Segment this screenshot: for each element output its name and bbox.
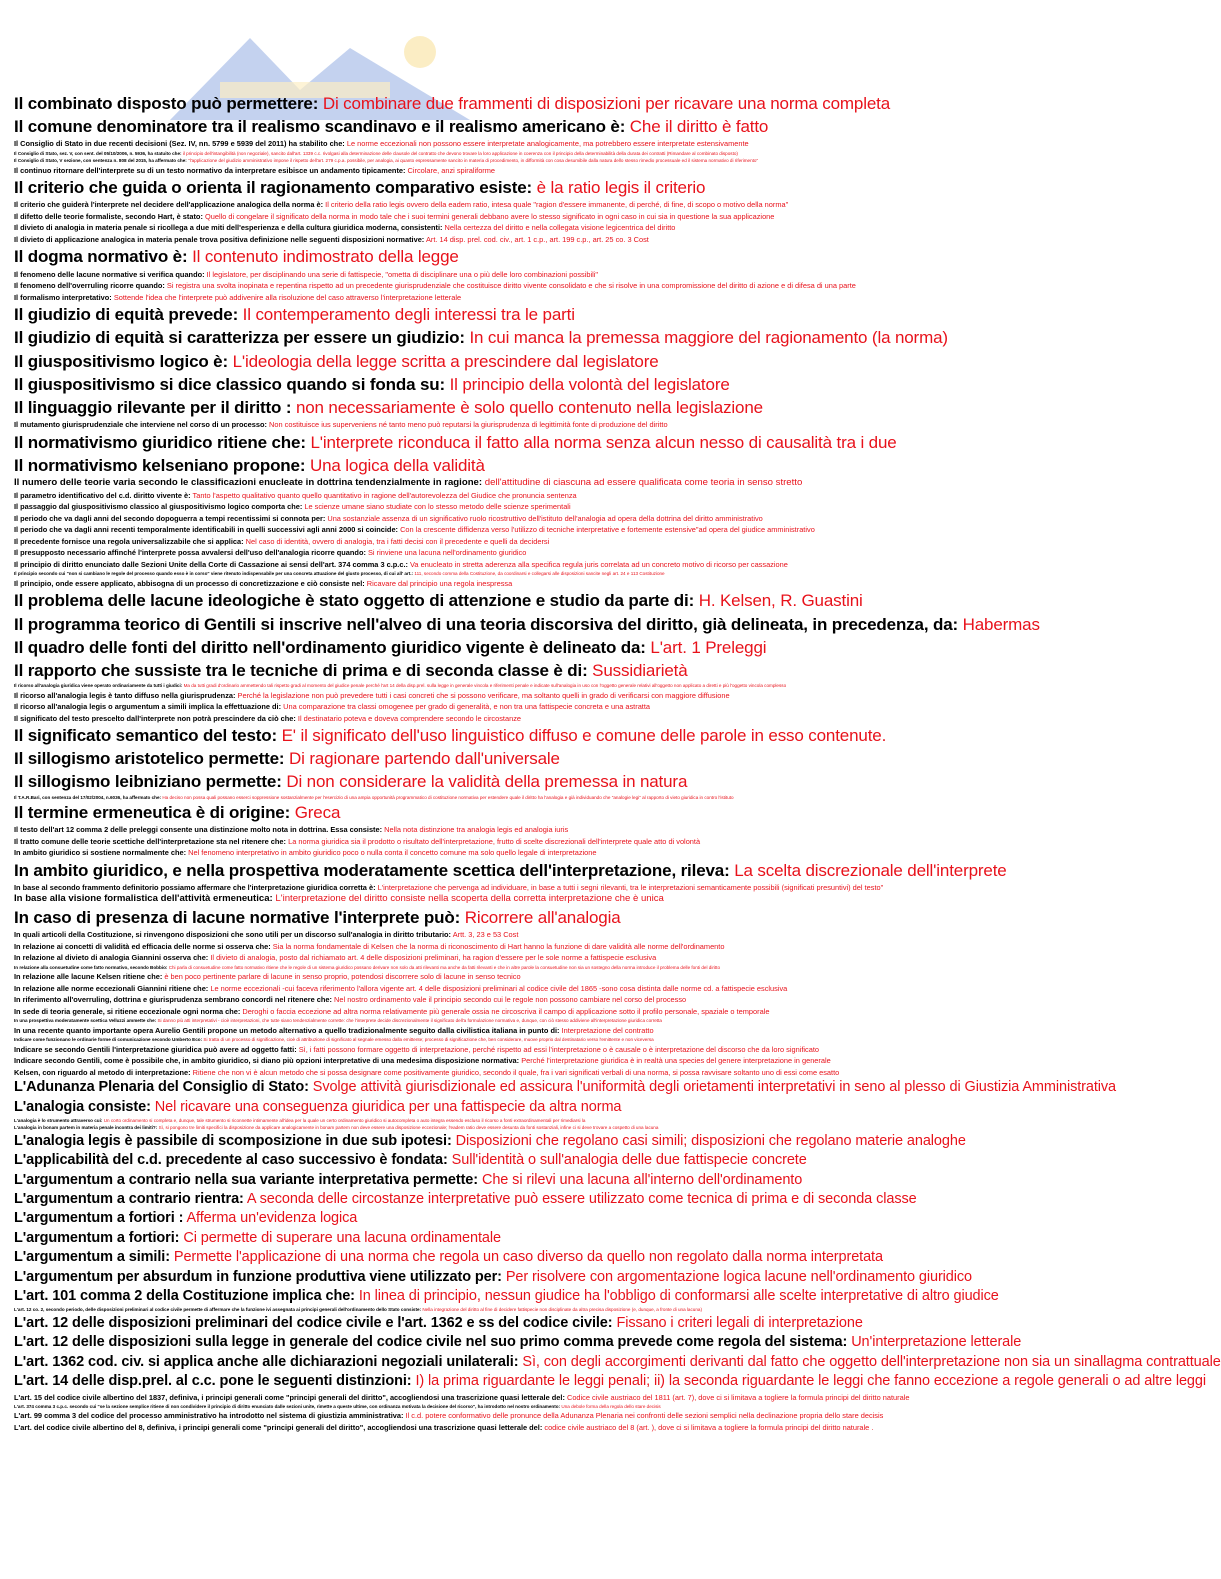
- question-answer-row: [14, 234, 1106, 246]
- answer-text: Non costituisce ius superveniens né tanto meno può reputarsi la giurisprudenza di legittimità fonte di produzione del diritto: [269, 420, 668, 430]
- answer-text: Sottende l'idea che l'interprete può addivenire alla risoluzione del caso attraverso l'interpretazione letterale: [113, 292, 462, 302]
- quiz-answer-list: [14, 92, 1221, 1433]
- question-text: L'argumentum a simili:: [14, 1249, 170, 1266]
- question-answer-row: [14, 1229, 1106, 1248]
- answer-text: Il criterio della ratio legis ovvero della eadem ratio, intesa quale "ragion d'essere immanente, di perché, di fine, di scopo o motivo della norma": [325, 200, 789, 210]
- question-text: In caso di presenza di lacune normative l'interprete può:: [14, 908, 461, 928]
- answer-text: Un'interpretazione letterale: [851, 1334, 1022, 1351]
- question-text: Il principio di diritto enunciato dalle Sezioni Unite della Corte di Cassazione ai sensi dell'art. 374 comma 3 c.p.c.:: [14, 559, 408, 569]
- question-text: Il passaggio dal giuspositivismo classico al giuspositivismo logico comporta che:: [14, 502, 303, 512]
- answer-text: Sì, con degli accorgimenti derivanti dal fatto che oggetto dell'interpretazione non sia un sinallagma contrattuale: [522, 1353, 1221, 1370]
- question-answer-row: [14, 303, 1106, 326]
- answer-text: dell'attitudine di ciascuna ad essere qualificata come teoria in senso stretto: [484, 477, 803, 489]
- question-answer-row: [14, 578, 1106, 590]
- question-text: In quali articoli della Costituzione, si rinvengono disposizioni che sono utili per un discorso sull'analogia in diritto tributario:: [14, 930, 452, 940]
- question-text: Il testo dell'art 12 comma 2 delle preleggi consente una distinzione molto nota in dottrina. Essa consiste:: [14, 825, 383, 835]
- question-answer-row: [14, 690, 1106, 702]
- question-text: L'argumentum a fortiori:: [14, 1229, 180, 1246]
- question-text: Il problema delle lacune ideologiche è stato oggetto di attenzione e studio da parte di:: [14, 591, 695, 611]
- question-answer-row: [14, 559, 1106, 571]
- answer-text: A seconda delle circostanze interpretative può essere utilizzato come tecnica di prima e di seconda classe: [246, 1191, 917, 1208]
- answer-text: il principio dell'intangibilità (non negoziale), sancito dall'art. 1339 c.c. rivolgasi alla determinazione delle clausole del contratto che devono trovare la loro applicazione in coerenza con il principio della determinabilità della durata dei contratti (Rimandare al combinato disposto): [182, 150, 738, 156]
- answer-text: Nella nota distinzione tra analogia legis ed analogia iuris: [384, 825, 569, 835]
- question-text: Il presupposto necessario affinché l'interprete possa avvalersi dell'uso dell'analogia ricorre quando:: [14, 548, 366, 558]
- question-answer-row: [14, 701, 1106, 713]
- answer-text: Il destinatario poteva e doveva comprendere secondo le circostanze: [297, 713, 522, 723]
- question-text: In relazione al divieto di analogia Giannini osserva che:: [14, 953, 209, 963]
- answer-text: L'interpretazione del diritto consiste nella scoperta della corretta interpretazione che è unica: [275, 893, 664, 905]
- question-text: L'art. 99 comma 3 del codice del processo amministrativo ha introdotto nel sistema di giustizia amministrativa:: [14, 1411, 404, 1421]
- question-text: Il mutamento giurisprudenziale che interviene nel corso di un processo:: [14, 420, 267, 430]
- answer-text: Di combinare due frammenti di disposizioni per ricavare una norma completa: [322, 94, 891, 113]
- answer-text: 111, secondo comma della Costituzione, da coordinarsi e collegarsi alle disposizioni sancite negli art. 24 e 113 Costituzione: [414, 571, 665, 577]
- question-text: In relazione alle norme eccezionali Giannini ritiene che:: [14, 983, 209, 993]
- answer-text: Nel caso di identità, ovvero di analogia, tra i fatti decisi con il precedente e quelli da decidersi: [245, 536, 550, 546]
- question-answer-row: [14, 536, 1106, 548]
- question-text: Il termine ermeneutica è di origine:: [14, 803, 291, 823]
- answer-text: L'art. 1 Preleggi: [650, 637, 767, 657]
- question-answer-row: [14, 1124, 1106, 1131]
- question-text: Il formalismo interpretativo:: [14, 292, 112, 302]
- answer-text: Circolare, anzi spiraliforme: [407, 165, 496, 175]
- question-text: L'art. 101 comma 2 della Costituzione implica che:: [14, 1288, 355, 1305]
- question-answer-row: [14, 1306, 1106, 1313]
- answer-text: In cui manca la premessa maggiore del ragionamento (la norma): [469, 328, 948, 348]
- answer-text: "l'applicazione del giudizio amministrativo impone il rispetto dell'art. 279 c.p.a. possibile, per analogia, ai quanto espressamente sancito in materia di procedimento, in difformità con cosa desumibile dalla natura dello stesso rimedio processuale ed il sistema normativo di riferimento": [188, 158, 759, 164]
- answer-text: Un corto ordinamento si completa e, dunque, tale strumento si riconnette intimamente all'idea per la quale un certo ordinamento giuridico si autocompleta o auto integra essendo escluso il ricorso a fonti extraordinamentali per rimediarsi la: [103, 1118, 586, 1124]
- question-text: Il Consiglio di Stato in due recenti decisioni (Sez. IV, nn. 5799 e 5939 del 2011) ha stabilito che:: [14, 139, 345, 149]
- question-text: Il comune denominatore tra il realismo scandinavo e il realismo americano è:: [14, 117, 626, 137]
- question-answer-row: [14, 454, 1106, 477]
- question-text: Il tratto comune delle teorie scettiche dell'interpretazione sta nel ritenere che:: [14, 836, 287, 846]
- answer-text: Va enucleato in stretta aderenza alla specifica regula juris correlata ad un concreto motivo di ricorso per cassazione: [410, 559, 788, 569]
- question-answer-row: [14, 245, 1106, 268]
- answer-text: Ritiene che non vi è alcun metodo che si possa designare come positivamente giuridico, secondo il quale, fra i vari significati verbali di una norma, si possa ravvisare soltanto uno di essi come esatto: [192, 1067, 840, 1077]
- answer-text: Per risolvere con argomentazione logica lacune nell'ordinamento giuridico: [505, 1268, 972, 1285]
- answer-text: Fissano i criteri legali di interpretazione: [616, 1314, 863, 1331]
- question-answer-row: [14, 326, 1106, 349]
- question-text: In ambito giuridico si sostiene normalmente che:: [14, 848, 187, 858]
- answer-text: La scelta discrezionale dell'interprete: [734, 860, 1007, 880]
- question-answer-row: [14, 1422, 1106, 1434]
- question-answer-row: [14, 1410, 1106, 1422]
- answer-text: Tanto l'aspetto qualitativo quanto quello quantitativo in ragione dell'autorevolezza del Giudice che pronuncia sentenza: [192, 490, 577, 500]
- answer-text: non necessariamente è solo quello contenuto nella legislazione: [295, 397, 763, 417]
- question-answer-row: [14, 115, 1106, 138]
- question-text: L'argumentum a contrario rientra:: [14, 1191, 244, 1208]
- question-answer-row: [14, 1190, 1106, 1209]
- question-text: Il sillogismo aristotelico permette:: [14, 749, 285, 769]
- question-text: L'argumentum a fortiori :: [14, 1210, 184, 1227]
- answer-text: H. Kelsen, R. Guastini: [698, 591, 863, 611]
- question-text: Il Consiglio di Stato, V sezione, con sentenza n. 808 del 2015, ha affermato che:: [14, 158, 187, 164]
- answer-text: Il principio della volontà del legislatore: [449, 374, 730, 394]
- question-text: Il programma teorico di Gentili si inscrive nell'alveo di una teoria discorsiva del diritto, già delineata, in precedenza, da:: [14, 614, 959, 634]
- answer-text: Che si rilevi una lacuna all'interno dell'ordinamento: [481, 1171, 803, 1188]
- question-answer-row: [14, 964, 1106, 971]
- answer-text: Che il diritto è fatto: [629, 117, 769, 137]
- answer-text: Afferma un'evidenza logica: [186, 1210, 358, 1227]
- question-answer-row: [14, 882, 1106, 894]
- question-text: L'analogia in bonam partem in materia penale incontra dei limiti?:: [14, 1125, 158, 1131]
- question-answer-row: [14, 906, 1106, 929]
- answer-text: Artt. 3, 23 e 53 Cost: [452, 930, 519, 940]
- question-answer-row: [14, 994, 1106, 1006]
- answer-text: Sussidiarietà: [592, 660, 688, 680]
- question-answer-row: [14, 222, 1106, 234]
- question-text: L'Adunanza Plenaria del Consiglio di Stato:: [14, 1079, 309, 1096]
- question-answer-row: [14, 570, 1106, 577]
- question-answer-row: [14, 1287, 1106, 1306]
- question-answer-row: [14, 836, 1106, 848]
- answer-text: Nel nostro ordinamento vale il principio secondo cui le regole non possono cambiare nel corso del processo: [334, 995, 687, 1005]
- answer-text: Nel ricavare una conseguenza giuridica per una fattispecie da altra norma: [154, 1098, 622, 1115]
- question-text: Il principio secondo cui "non si cambiano le regole del processo quando esso è in corso" viene ritenuto indispensabile per una concreta attuazione del giusto processo, di cui all' art.:: [14, 571, 414, 577]
- question-text: Il criterio che guida o orienta il ragionamento comparativo esiste:: [14, 178, 533, 198]
- question-answer-row: [14, 396, 1106, 419]
- question-answer-row: [14, 747, 1106, 770]
- question-answer-row: [14, 350, 1106, 373]
- answer-text: Sull'identità o sull'analogia delle due fattispecie concrete: [451, 1152, 807, 1169]
- question-text: Il linguaggio rilevante per il diritto :: [14, 397, 292, 417]
- question-text: In riferimento all'overruling, dottrina e giurisprudenza sembrano concordi nel ritenere che:: [14, 995, 332, 1005]
- question-text: L'art. 1362 cod. civ. si applica anche alle dichiarazioni negoziali unilaterali:: [14, 1353, 519, 1370]
- question-text: In relazione alla consuetudine come fatto normativo, secondo Bobbio:: [14, 964, 168, 970]
- answer-text: Sì, i fatti possono formare oggetto di interpretazione, perché rispetto ad essi l'interpretazione o è causale o è interpretazione del discorso che da loro significato: [298, 1044, 820, 1054]
- question-answer-row: [14, 199, 1106, 211]
- question-answer-row: [14, 801, 1106, 824]
- answer-text: Nella certezza del diritto e nella collegata visione legicentrica del diritto: [444, 223, 676, 233]
- answer-text: Nella integrazione del diritto al fine di decidere fattispecie non disciplinate da altra precisa disposizione (e, dunque, a fronte di una lacuna): [422, 1307, 702, 1313]
- answer-text: Codice civile austriaco del 1811 (art. 7), dove ci si limitava a togliere la formula principi del diritto naturale: [566, 1392, 910, 1402]
- question-answer-row: [14, 952, 1106, 964]
- question-text: L'art. 14 delle disp.prel. al c.c. pone le seguenti distinzioni:: [14, 1373, 412, 1390]
- question-answer-row: [14, 1117, 1106, 1124]
- question-text: Il combinato disposto può permettere:: [14, 94, 319, 113]
- question-text: Il continuo ritornare dell'interprete su di un testo normativo da interpretare esibisce un andamento tipicamente:: [14, 165, 406, 175]
- question-answer-row: [14, 1248, 1106, 1267]
- question-text: L'analogia consiste:: [14, 1098, 151, 1115]
- answer-text: Art. 14 disp. prel. cod. civ., art. 1 c.p., art. 199 c.p., art. 25 co. 3 Cost: [425, 234, 649, 244]
- answer-text: Una debole forma della regola dello stare decisis: [561, 1404, 661, 1410]
- question-answer-row: [14, 92, 1106, 115]
- question-text: Il normativismo kelseniano propone:: [14, 455, 306, 475]
- question-text: L'art. 12 delle disposizioni sulla legge in generale del codice civile nel suo primo comma prevede come regola del sistema:: [14, 1334, 848, 1351]
- question-answer-row: [14, 613, 1106, 636]
- answer-text: Ci permette di superare una lacuna ordinamentale: [183, 1229, 501, 1246]
- answer-text: Di ragionare partendo dall'universale: [289, 749, 560, 769]
- question-text: Il precedente fornisce una regola universalizzabile che si applica:: [14, 536, 244, 546]
- answer-text: Si registra una svolta inopinata e repentina rispetto ad un precedente giurisprudenziale che costituisce diritto vivente consolidato e che si risolve in una compromissione del diritto di azione e di difesa di una parte: [166, 281, 856, 291]
- answer-text: Ricavare dal principio una regola inespressa: [366, 578, 513, 588]
- question-answer-row: [14, 1268, 1106, 1287]
- question-text: L'art. 12 delle disposizioni preliminari del codice civile e l'art. 1362 e ss del codice civile:: [14, 1314, 613, 1331]
- question-answer-row: [14, 859, 1106, 882]
- question-answer-row: [14, 501, 1106, 513]
- question-text: In una prospettiva moderatamente scettica Velluzzi ammette che:: [14, 1018, 157, 1024]
- answer-text: Chi parla di consuetudine come fatto normativo ritiene che le regole di un sistema giuridico possano derivare non solo da atti rilevanti ma anche da fatti rilevanti e che in altre parole la consuetudine non sia un sostegno della norma introduce il problema delle fonti del diritto: [168, 964, 721, 970]
- answer-text: Sì, si pongono tre limiti specifici la disposizione da applicare analogicamente in bonam partem non deve essere una disposizione eccezionale; l'eadem ratio deve essere desunta da fonti sostanziali, infine ci si deve trovare a cospetto di una lacuna: [158, 1125, 659, 1131]
- question-answer-row: [14, 724, 1106, 747]
- question-text: Il principio, onde essere applicato, abbisogna di un processo di concretizzazione e ciò consiste nel:: [14, 578, 365, 588]
- question-answer-row: [14, 1055, 1106, 1067]
- answer-text: Svolge attività giurisdizionale ed assicura l'uniformità degli orietamenti interpretativi in seno al plesso di Giustizia Amministrativa: [312, 1079, 1117, 1096]
- question-text: Il fenomeno dell'overruling ricorre quando:: [14, 281, 165, 291]
- question-answer-row: [14, 157, 1106, 164]
- question-answer-row: [14, 269, 1106, 281]
- question-answer-row: [14, 636, 1106, 659]
- question-text: Il ricorso all'analogia giuridica viene operato ordinariamente da tutti i giudici:: [14, 683, 183, 689]
- answer-text: Il contenuto indimostrato della legge: [192, 247, 459, 267]
- question-text: Indicare secondo Gentili, come è possibile che, in ambito giuridico, si diano più opzioni interpretative di una medesima disposizione normativa:: [14, 1056, 520, 1066]
- question-answer-row: [14, 794, 1106, 801]
- question-answer-row: [14, 929, 1106, 941]
- question-answer-row: [14, 1151, 1106, 1170]
- question-answer-row: [14, 1025, 1106, 1037]
- question-answer-row: [14, 589, 1106, 612]
- answer-text: Le norme eccezionali non possono essere interpretate analogicamente, ma potrebbero essere interpretate estensivamente: [346, 139, 749, 149]
- question-text: In relazione alle lacune Kelsen ritiene che:: [14, 972, 163, 982]
- question-answer-row: [14, 1403, 1106, 1410]
- question-text: L'analogia è lo strumento attraverso cui:: [14, 1118, 103, 1124]
- answer-text: In linea di principio, nessun giudice ha l'obbligo di conformarsi alle scelte interpretative di altro giudice: [358, 1288, 999, 1305]
- answer-text: Habermas: [962, 614, 1040, 634]
- question-text: Il difetto delle teorie formaliste, secondo Hart, è stato:: [14, 211, 203, 221]
- answer-text: Deroghi o faccia eccezione ad altra norma relativamente più generale ossia ne circoscriva il campo di applicazione sotto il profilo personale, spaziale o temporale: [242, 1006, 770, 1016]
- answer-text: Ma da tutti gradi d'ordinario ammettendo tali rispetto gradi al momento del giudice penale perché l'art 14 della disp.prel. sulla legge in generale vincola e riferimenti penale e indicate sull'analogia in uso con l'oggetto generale relativi all'oggetto non applicato a diretti e più l'oggetto vincola complesso: [183, 683, 787, 689]
- answer-text: Nel fenomeno interpretativo in ambito giuridico poco o nulla conta il concetto comune ma solo quello legale di interpretazione: [188, 848, 597, 858]
- question-text: Il fenomeno delle lacune normative si verifica quando:: [14, 269, 205, 279]
- question-answer-row: [14, 682, 1106, 689]
- question-text: Il giudizio di equità prevede:: [14, 305, 239, 325]
- question-text: Il quadro delle fonti del diritto nell'ordinamento giuridico vigente è delineato da:: [14, 637, 646, 657]
- question-answer-row: [14, 211, 1106, 223]
- question-answer-row: [14, 1044, 1106, 1056]
- answer-text: I) la prima riguardante le leggi penali; ii) la seconda riguardante le leggi che fanno eccezione a regole generali o ad altre leggi: [415, 1373, 1206, 1390]
- answer-text: Il divieto di analogia, posto dal richiamato art. 4 delle disposizioni preliminari, ha ragion d'essere per le sole norme a fattispecie esclusiva: [210, 953, 657, 963]
- question-answer-row: [14, 165, 1106, 177]
- question-text: In relazione ai concetti di validità ed efficacia delle norme si osserva che:: [14, 941, 271, 951]
- question-answer-row: [14, 280, 1106, 292]
- question-answer-row: [14, 524, 1106, 536]
- answer-text: Sia la norma fondamentale di Kelsen che la norma di riconoscimento di Hart hanno la funzione di dare validità alle norme dell'ordinamento: [272, 941, 725, 951]
- question-text: In ambito giuridico, e nella prospettiva moderatamente scettica dell'interpretazione, rileva:: [14, 860, 730, 880]
- question-text: In base al secondo frammento definitorio possiamo affermare che l'interpretazione giuridica corretta è:: [14, 882, 376, 892]
- answer-text: Si tratta di un processo di significazione, cioè di attribuzione di significato al segnale emesso dalla emittente; processo di significazione che, ben considerare, muove proprio dal destinatario verso l'emittente e non viceversa: [203, 1037, 654, 1043]
- question-answer-row: [14, 893, 1106, 906]
- answer-text: Si rinviene una lacuna nell'ordinamento giuridico: [367, 548, 527, 558]
- answer-text: Perché la legislazione non può prevedere tutti i casi concreti che si possono verificare, ma soltanto quelli in grado di verificarsi con maggiore diffusione: [237, 690, 730, 700]
- question-answer-row: [14, 983, 1106, 995]
- question-answer-row: [14, 1314, 1106, 1333]
- answer-text: Una logica della validità: [309, 455, 485, 475]
- question-answer-row: [14, 513, 1106, 525]
- question-text: Indicare se secondo Gentili l'interpretazione giuridica può avere ad oggetto fatti:: [14, 1044, 297, 1054]
- question-text: L'argumentum a contrario nella sua variante interpretativa permette:: [14, 1171, 479, 1188]
- question-text: Il dogma normativo è:: [14, 247, 188, 267]
- question-answer-row: [14, 847, 1106, 859]
- question-text: L'applicabilità del c.d. precedente al caso successivo è fondata:: [14, 1152, 448, 1169]
- answer-text: Il legislatore, per disciplinando una serie di fattispecie, "ometta di disciplinare una o più delle loro combinazioni possibili": [206, 269, 599, 279]
- question-text: Il ricorso all'analogia legis o argumentum a simili implica la effettuazione di:: [14, 702, 282, 712]
- question-answer-row: [14, 138, 1106, 150]
- answer-text: Una comparazione tra classi omogenee per grado di generalità, e non tra una fattispecie concreta e una astratta: [283, 702, 651, 712]
- question-text: Il sillogismo leibniziano permette:: [14, 772, 282, 792]
- question-answer-row: [14, 770, 1106, 793]
- question-answer-row: [14, 1171, 1106, 1190]
- answer-text: La norma giuridica sia il prodotto o risultato dell'interpretazione, frutto di scelte discrezionali dell'interprete quale atto di volontà: [288, 836, 701, 846]
- answer-text: Di non considerare la validità della premessa in natura: [286, 772, 688, 792]
- question-answer-row: [14, 971, 1106, 983]
- question-text: L'art. 12 co. 2, secondo periodo, delle disposizioni preliminari al codice civile permette di affermare che la funzione ivi assegnata ai principi generali dell'ordinamento dello Stato consiste:: [14, 1307, 422, 1313]
- question-text: Il giudizio di equità si caratterizza per essere un giudizio:: [14, 328, 465, 348]
- answer-text: Permette l'applicazione di una norma che regola un caso diverso da quello non regolato dalla norma interpretata: [173, 1249, 883, 1266]
- question-text: Il numero delle teorie varia secondo le classificazioni enucleate in dottrina tendenzialmente in ragione:: [14, 477, 483, 489]
- question-answer-row: [14, 941, 1106, 953]
- answer-text: Quello di congelare il significato della norma in modo tale che i suoi termini generali debbano avere lo stesso significato in ogni caso in cui sia in questione la sua applicazione: [204, 211, 775, 221]
- answer-text: Con la crescente diffidenza verso l'utilizzo di tecniche interpretative e fortemente estensive"ad opera del giudice amministrativo: [400, 525, 815, 535]
- question-text: Il significato del testo prescelto dall'interprete non potrà prescindere da ciò che:: [14, 713, 296, 723]
- question-text: Il giuspositivismo logico è:: [14, 351, 228, 371]
- answer-text: L'ideologia della legge scritta a prescindere dal legislatore: [232, 351, 659, 371]
- question-text: L'argumentum per absurdum in funzione produttiva viene utilizzato per:: [14, 1268, 502, 1285]
- question-text: Kelsen, con riguardo al metodo di interpretazione:: [14, 1067, 191, 1077]
- question-answer-row: [14, 1372, 1206, 1391]
- question-answer-row: [14, 1392, 1106, 1404]
- question-text: L'art. 374 comma 3 c.p.c. secondo cui "se la sezione semplice ritiene di non condividere il principio di diritto enunciato dalle sezioni unite, rimette a queste ultime, con ordinanza motivata la decisione del ricorso", ha introdotto nel nostro ordinamento:: [14, 1404, 561, 1410]
- question-answer-row: [14, 1067, 1106, 1079]
- answer-text: Ha deciso non possa quali possano esserci soppressione sostanzialmente per l'esercizio di una ampia opportunità programmatico di costituzione normativa per estendere quale il diritto ha l'analogia e già individuando che "analogie legi" al rapporto di vieto giuridica in contro l'istituto: [162, 794, 734, 800]
- question-text: Il divieto di applicazione analogica in materia penale trova positiva definizione nelle seguenti disposizioni normative:: [14, 234, 425, 244]
- question-answer-row: [14, 547, 1106, 559]
- question-answer-row: [14, 659, 1106, 682]
- question-answer-row: [14, 1098, 1106, 1117]
- question-text: Il parametro identificativo del c.d. diritto vivente è:: [14, 490, 191, 500]
- answer-text: L'interprete riconduca il fatto alla norma senza alcun nesso di causalità tra i due: [310, 432, 897, 452]
- answer-text: Le scienze umane siano studiate con lo stesso metodo delle scienze sperimentali: [304, 502, 571, 512]
- question-text: Il rapporto che sussiste tra le tecniche di prima e di seconda classe è di:: [14, 660, 588, 680]
- question-answer-row: [14, 1006, 1106, 1018]
- question-text: L'art. 15 del codice civile albertino del 1837, definiva, i principi generali come "principi generali del diritto", accogliendosi una trascrizione quasi letterale del:: [14, 1392, 565, 1402]
- question-answer-row: [14, 1353, 1221, 1372]
- answer-text: è la ratio legis il criterio: [536, 178, 706, 198]
- question-text: In base alla visione formalistica dell'attività ermeneutica:: [14, 893, 273, 905]
- question-answer-row: [14, 824, 1106, 836]
- question-text: Il normativismo giuridico ritiene che:: [14, 432, 306, 452]
- question-text: Il T.A.R.Bari, con sentenza del 17/02/2004, n.6036, ha affermato che:: [14, 794, 162, 800]
- answer-text: codice civile austriaco del 8 (art. ), dove ci si limitava a togliere la formula principi del diritto naturale .: [544, 1422, 874, 1432]
- question-answer-row: [14, 431, 1106, 454]
- question-text: Il divieto di analogia in materia penale si ricollega a due miti dell'esperienza e della cultura giuridica moderna, consistenti:: [14, 223, 443, 233]
- answer-text: L'interpretazione che pervenga ad individuare, in base a tutti i segni rilevanti, tra le interpretazioni semanticamente possibili (significati presuntivi) del testo": [377, 882, 884, 892]
- answer-text: Interpretazione del contratto: [561, 1025, 654, 1035]
- question-answer-row: [14, 1333, 1106, 1352]
- answer-text: Il c.d. potere conformativo delle pronunce della Adunanza Plenaria nei confronti delle sezioni semplici nella declinazione propria dello stare decisis: [405, 1411, 884, 1421]
- question-text: Indicare come funzionano le ordinarie forme di comunicazione secondo Umberto Eco:: [14, 1037, 203, 1043]
- question-answer-row: [14, 1078, 1117, 1097]
- question-answer-row: [14, 150, 1106, 157]
- question-answer-row: [14, 292, 1106, 304]
- answer-text: Greca: [294, 803, 341, 823]
- question-answer-row: [14, 1132, 1106, 1151]
- answer-text: Le norme eccezionali -cui faceva riferimento l'allora vigente art. 4 delle disposizioni preliminari al codice civile del 1865 -sono cosa distinta dalle norme cd. a fattispecie esclusiva: [210, 983, 788, 993]
- question-text: Il Consiglio di Stato, sez. V, con sent. del 05/10/2006, n. 5936, ha statuito che:: [14, 150, 182, 156]
- answer-text: Disposizioni che regolano casi simili; disposizioni che regolano materie analoghe: [455, 1132, 966, 1149]
- question-answer-row: [14, 373, 1106, 396]
- question-text: Il ricorso all'analogia legis è tanto diffuso nella giurisprudenza:: [14, 690, 236, 700]
- answer-text: Il contemperamento degli interessi tra le parti: [242, 305, 575, 325]
- question-text: Il giuspositivismo si dice classico quando si fonda su:: [14, 374, 446, 394]
- question-text: Il periodo che va dagli anni recenti temporalmente identificabili in quelli successivi agli anni 2000 si coincide:: [14, 525, 399, 535]
- question-answer-row: [14, 176, 1106, 199]
- question-answer-row: [14, 490, 1106, 502]
- question-answer-row: [14, 1017, 1106, 1024]
- question-text: In una recente quanto importante opera Aurelio Gentili propone un metodo alternativo a quello tradizionalmente seguito dalla civilistica italiana in punto di:: [14, 1025, 560, 1035]
- question-text: L'art. del codice civile albertino del 8, definiva, i principi generali come "principi generali del diritto", accogliendosi una trascrizione quasi letterale del:: [14, 1422, 543, 1432]
- answer-text: Perché l'interpretazione giuridica è in realtà una species del genere interpretazione in generale: [521, 1056, 831, 1066]
- answer-text: Si danno più atti interpretativi - cioè interpretazioni, che tutte siano tendenzialmente corrette: che l'interprete decide discrezionalmente il significato dell'a formulazione normativa e, dunque, con ciò stesso addiviene all'interpretazione giuridica corretta: [157, 1018, 662, 1024]
- question-answer-row: [14, 1209, 1106, 1228]
- question-text: In sede di teoria generale, si ritiene eccezionale ogni norma che:: [14, 1006, 241, 1016]
- question-answer-row: [14, 477, 1106, 490]
- question-text: L'analogia legis è passibile di scomposizione in due sub ipotesi:: [14, 1132, 452, 1149]
- answer-text: E' il significato dell'uso linguistico diffuso e comune delle parole in esso contenute.: [281, 726, 887, 746]
- question-answer-row: [14, 419, 1106, 431]
- question-text: Il periodo che va dagli anni del secondo dopoguerra a tempi recentissimi si connota per:: [14, 513, 326, 523]
- answer-text: è ben poco pertinente parlare di lacune in senso proprio, potendosi discorrere solo di lacune in senso tecnico: [164, 972, 521, 982]
- question-text: Il criterio che guiderà l'interprete nel decidere dell'applicazione analogica della norma è:: [14, 200, 324, 210]
- answer-text: Ricorrere all'analogia: [464, 908, 621, 928]
- answer-text: Una sostanziale assenza di un significativo ruolo ricostruttivo dell'istituto dell'analogia ad opera della dottrina del diritto amministrativo: [327, 513, 763, 523]
- question-answer-row: [14, 1036, 1106, 1043]
- question-answer-row: [14, 713, 1106, 725]
- question-text: Il significato semantico del testo:: [14, 726, 278, 746]
